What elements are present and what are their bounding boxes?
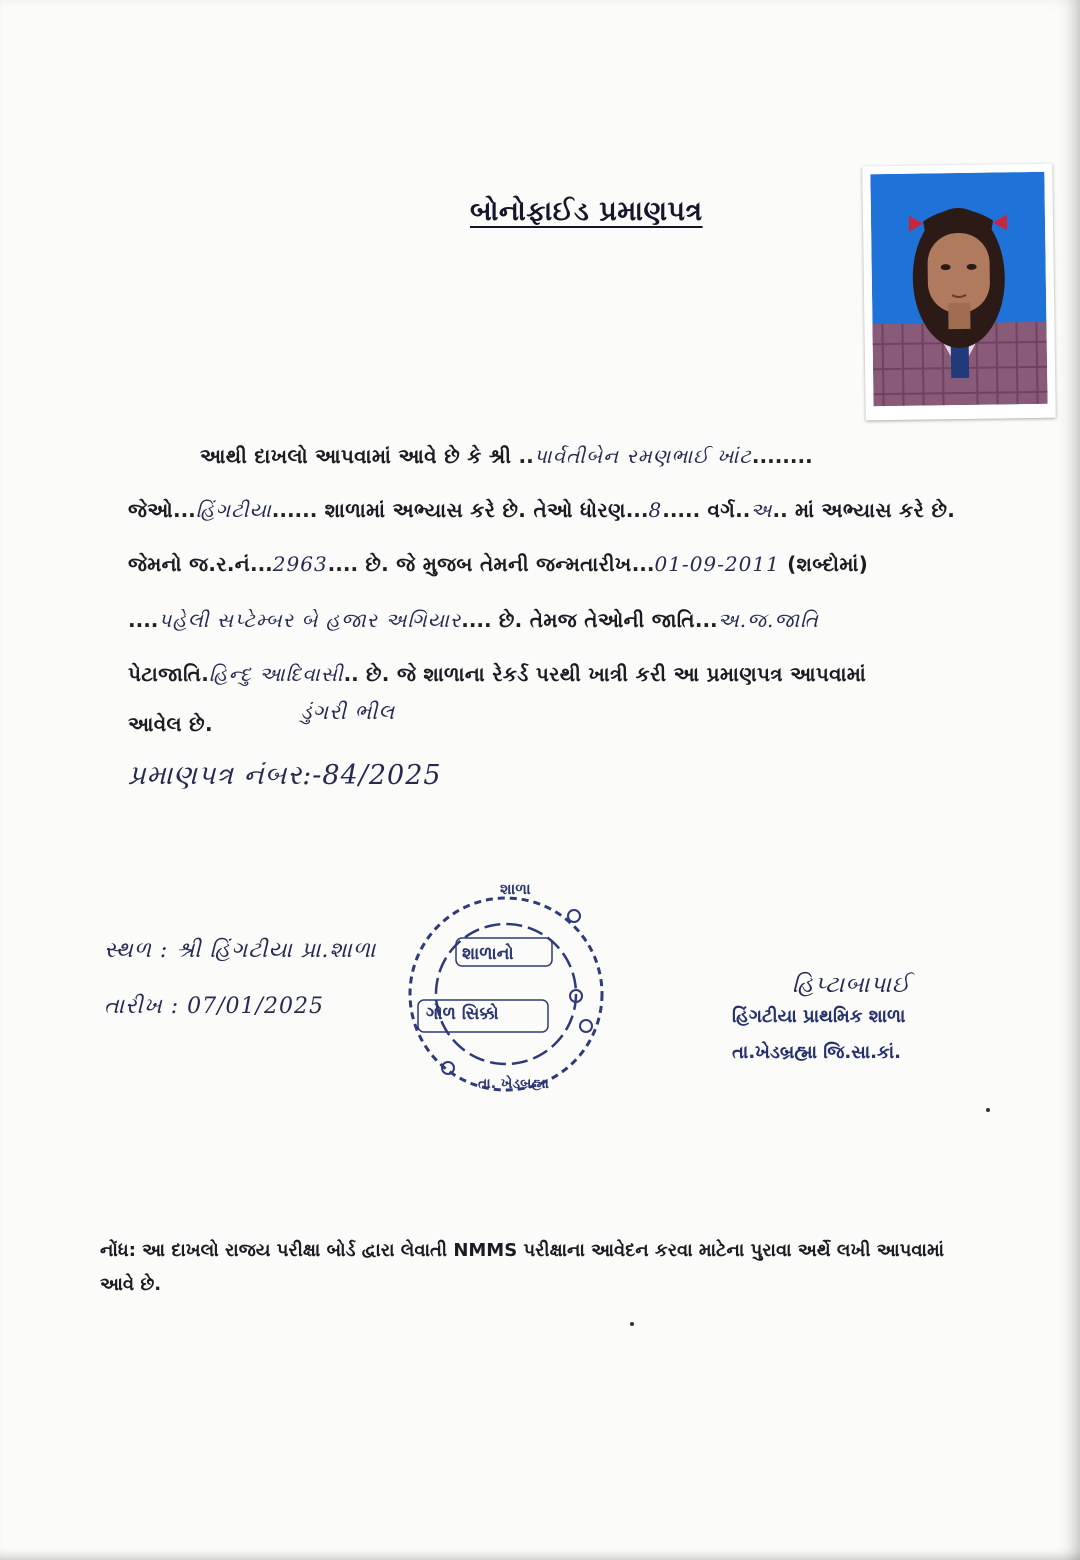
body-line-1: આથી દાખલો આપવામાં આવે છે કે શ્રી ..પાર્વતીબેન રમણભાઈ ખાંટ........ (200, 444, 813, 468)
birth-date-words: પહેલી સપ્ટેમ્બર બે હજાર અગિયાર (158, 608, 462, 632)
sub-caste: હિન્દુ આદિવાસી (208, 662, 344, 686)
seal-top-text: શાળા (500, 880, 531, 898)
line6: આવેલ છે. (128, 712, 213, 736)
place-row (104, 938, 376, 963)
seal-center-bottom: ગોળ સિક્કો (426, 1004, 499, 1024)
body-line-3: જેમનો જ.ર.નં...2963.... છે. જે મુજબ તેમની જન્મતારીખ...01-09-2011 (શબ્દોમાં) (128, 552, 869, 576)
date-label: તારીખ : (104, 994, 180, 1019)
birth-date: 01-09-2011 (654, 552, 780, 576)
student-photo-image (870, 172, 1047, 406)
body-line-5: પેટાજાતિ.હિન્દુ આદિવાસી.. છે. જે શાળાના રેકર્ડ પરથી ખાત્રી કરી આ પ્રમાણપત્ર આપવામાં (128, 662, 867, 686)
body-line-2: જેઓ...હિંગટીયા...... શાળામાં અભ્યાસ કરે છે. તેઓ ધોરણ...8..... વર્ગ..અ.. માં અભ્યાસ કરે છે. (128, 498, 956, 522)
signature-scribble: હિપ્ટાબાપાઈ (792, 972, 911, 998)
certificate-title: બોનોફાઈડ પ્રમાણપત્ર (470, 196, 703, 227)
gr-number: 2963 (272, 552, 328, 576)
school-seal (396, 876, 616, 1108)
body-line-4: ....પહેલી સપ્ટેમ્બર બે હજાર અગિયાર.... છે. તેમજ તેઓની જાતિ...અ.જ.જાતિ (128, 608, 819, 632)
stray-mark (630, 1322, 634, 1326)
seal-center-top: શાળાનો (462, 944, 514, 964)
line3-suffix: (શબ્દોમાં) (787, 552, 869, 576)
line2-suffix: માં અભ્યાસ કરે છે. (794, 498, 956, 522)
certificate-number: પ્રમાણપત્ર નંબર:-84/2025 (128, 760, 442, 791)
signature-line-2: તા.ખેડબ્રહ્મા જિ.સા.કાં. (732, 1042, 901, 1063)
line3-mid: છે. જે મુજબ તેમની જન્મતારીખ (365, 552, 632, 576)
line5-prefix: પેટાજાતિ (128, 662, 202, 686)
body-line-6 (128, 700, 1046, 737)
caste: અ.જ.જાતિ (717, 608, 819, 632)
standard: 8 (648, 498, 663, 522)
division: અ (750, 498, 773, 522)
place-value: શ્રી હિંગટીયા પ્રા.શાળા (176, 938, 377, 963)
seal-bottom-text: તા. ખેડબ્રહ્મા (478, 1076, 549, 1092)
stray-mark (986, 1108, 990, 1112)
signature-line-1: હિંગટીયા પ્રાથમિક શાળા (732, 1006, 906, 1027)
date-value: 07/01/2025 (187, 994, 324, 1019)
date-row (104, 994, 324, 1019)
student-name: પાર્વતીબેન રમણભાઈ ખાંટ (533, 444, 752, 468)
footnote: નોંધ: આ દાખલો રાજય પરીક્ષા બોર્ડ દ્વારા લેવાતી NMMS પરીક્ષાના આવેદન કરવા માટેના પુરાવા અર્થે લખી આપવામાં આવે છે. (100, 1240, 945, 1295)
line3-prefix: જેમનો જ.ર.નં (128, 552, 250, 576)
line4-mid: છે. તેમજ તેઓની જાતિ (498, 608, 695, 632)
line2-mid2: વર્ગ (707, 498, 736, 522)
seal-rings (396, 876, 616, 1108)
place-label: સ્થળ : (104, 938, 169, 963)
student-photo (862, 164, 1056, 421)
line1-prefix: આથી દાખલો આપવામાં આવે છે કે શ્રી (200, 444, 512, 468)
village-note: ડુંગરી ભીલ (300, 700, 396, 724)
line2-mid: શાળામાં અભ્યાસ કરે છે. તેઓ ધોરણ (324, 498, 626, 522)
line2-prefix: જેઓ (128, 498, 173, 522)
school-name: હિંગટીયા (195, 498, 272, 522)
line5-suffix: છે. જે શાળાના રેકર્ડ પરથી ખાત્રી કરી આ પ્રમાણપત્ર આપવામાં (366, 662, 867, 686)
